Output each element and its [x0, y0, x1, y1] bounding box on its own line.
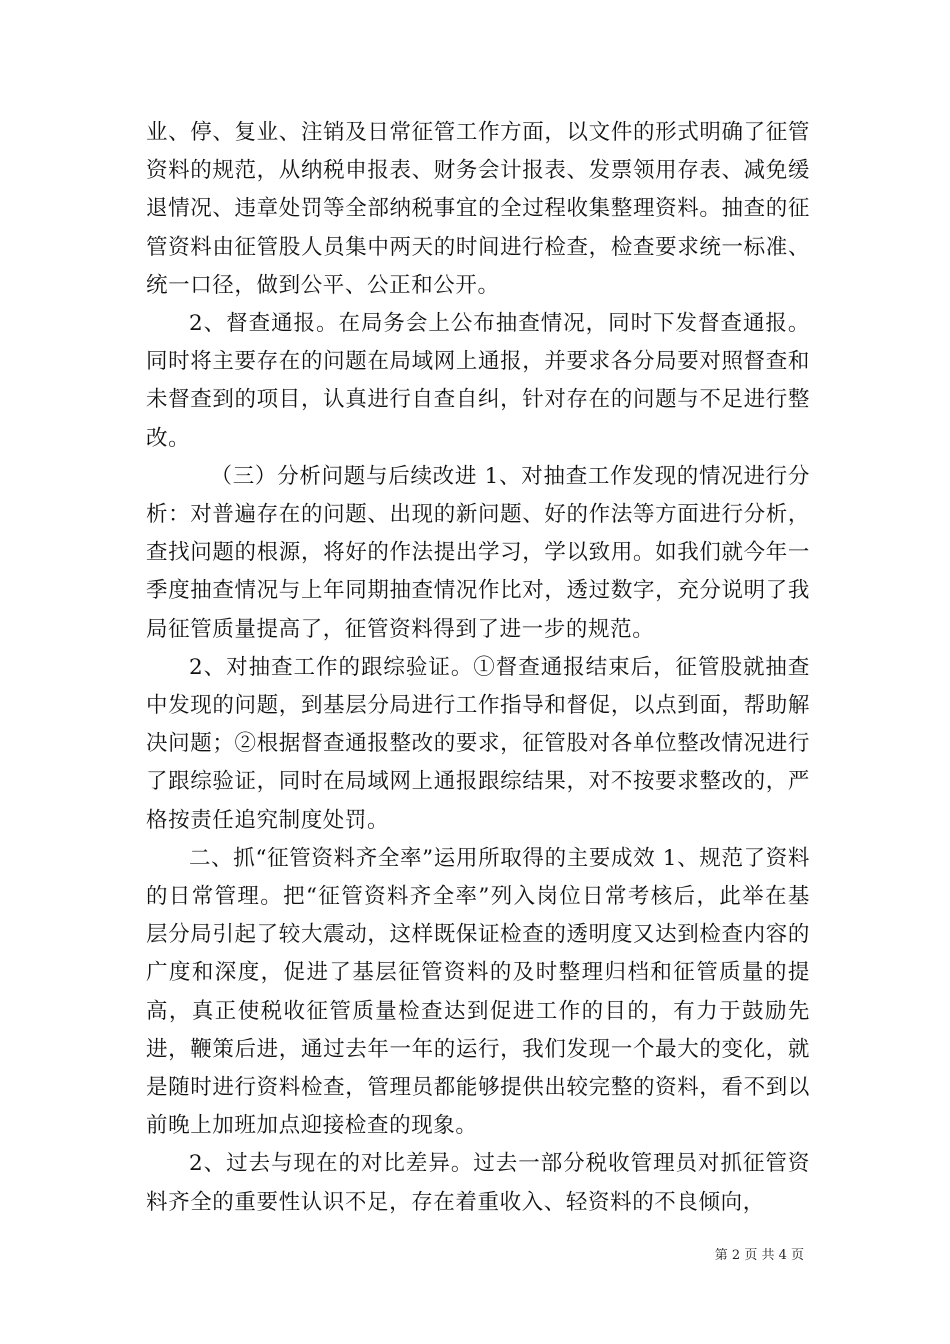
paragraph-continuation: 业、停、复业、注销及日常征管工作方面，以文件的形式明确了征管资料的规范，从纳税申报表、财务会计报表、发票领用存表、减免缓退情况、违章处罚等全部纳税事宜的全过程收集整理资料。抽查的征管资料由征管股人员集中两天的时间进行检查，检查要求统一标准、统一口径，做到公平、公正和公开。 — [146, 120, 810, 298]
paragraph-analysis-improvement: （三）分析问题与后续改进 1、对抽查工作发现的情况进行分析：对普遍存在的问题、出现的新问题、好的作法等方面进行分析，查找问题的根源，将好的作法提出学习，学以致用。如我们就今年一季度抽查情况与上年同期抽查情况作比对，透过数字，充分说明了我局征管质量提高了，征管资料得到了进一步的规范。 — [146, 463, 810, 642]
paragraph-supervision-notice: 2、督查通报。在局务会上公布抽查情况，同时下发督查通报。同时将主要存在的问题在局域网上通报，并要求各分局要对照督查和未督查到的项目，认真进行自查自纠，针对存在的问题与不足进行整改。 — [146, 311, 810, 451]
document-body — [146, 114, 810, 1222]
paragraph-main-results: 二、抓“征管资料齐全率”运用所取得的主要成效 1、规范了资料的日常管理。把“征管资料齐全率”列入岗位日常考核后，此举在基层分局引起了较大震动，这样既保证检查的透明度又达到检查内容的广度和深度，促进了基层征管资料的及时整理归档和征管质量的提高，真正使税收征管质量检查达到促进工作的目的，有力于鼓励先进，鞭策后进，通过去年一年的运行，我们发现一个最大的变化，就是随时进行资料检查，管理员都能够提供出较完整的资料，看不到以前晚上加班加点迎接检查的现象。 — [146, 845, 810, 1139]
paragraph-follow-up-verification: 2、对抽查工作的跟综验证。①督查通报结束后，征管股就抽查中发现的问题，到基层分局进行工作指导和督促，以点到面，帮助解决问题；②根据督查通报整改的要求，征管股对各单位整改情况进行了跟综验证，同时在局域网上通报跟综结果，对不按要求整改的，严格按责任追究制度处罚。 — [146, 654, 810, 833]
page-number-footer: 第 2 页 共 4 页 — [714, 1248, 804, 1263]
paragraph-past-present-comparison: 2、过去与现在的对比差异。过去一部分税收管理员对抓征管资料齐全的重要性认识不足，存在着重收入、轻资料的不良倾向， — [146, 1151, 810, 1215]
